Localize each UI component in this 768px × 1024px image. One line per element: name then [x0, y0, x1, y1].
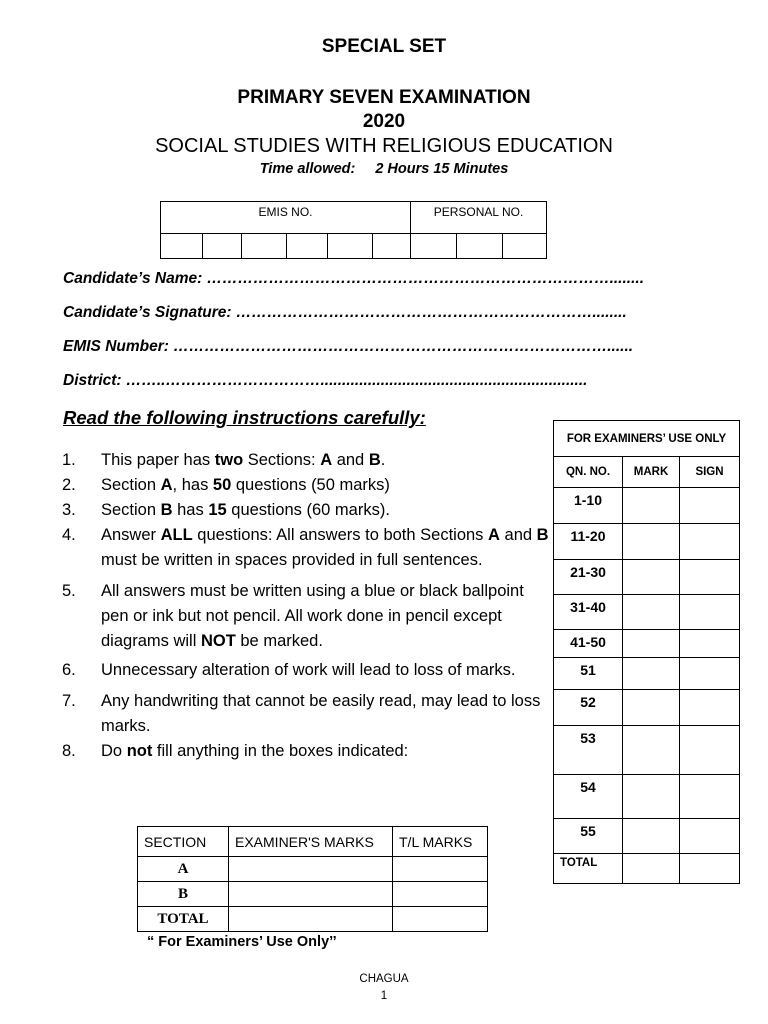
instruction-item	[62, 689, 552, 739]
candidate-name-field[interactable]: Candidate’s Name: ……………………………………………………………………........	[63, 270, 645, 287]
sign-cell[interactable]	[680, 658, 740, 690]
mark-cell[interactable]	[623, 726, 680, 775]
instruction-text: This paper has two Sections: A and B.	[101, 451, 386, 469]
examiners-use-title: FOR EXAMINERS’ USE ONLY	[554, 421, 740, 457]
question-number: 53	[554, 726, 623, 775]
instruction-item	[62, 448, 552, 473]
instructions-list	[62, 448, 552, 764]
exam-year: 2020	[362, 111, 406, 132]
sign-cell[interactable]	[680, 819, 740, 854]
emis-digit-box[interactable]	[373, 234, 411, 259]
personal-digit-box[interactable]	[457, 234, 502, 259]
mark-cell[interactable]	[623, 775, 680, 819]
sign-cell[interactable]	[680, 726, 740, 775]
sign-header: SIGN	[680, 457, 740, 488]
total-label: TOTAL	[554, 854, 623, 884]
qn-no-header: QN. NO.	[554, 457, 623, 488]
total-sign-cell[interactable]	[680, 854, 740, 884]
id-number-table	[160, 201, 547, 259]
examiners-use-table	[553, 420, 740, 884]
instruction-text: Do not fill anything in the boxes indicated:	[101, 742, 409, 760]
mark-header: MARK	[623, 457, 680, 488]
section-marks-table	[137, 826, 488, 932]
instruction-number: 8.	[62, 742, 76, 760]
instruction-item	[62, 523, 552, 573]
emis-digit-box[interactable]	[203, 234, 242, 259]
instruction-number: 1.	[62, 451, 76, 469]
mark-cell[interactable]	[623, 488, 680, 524]
instruction-number: 7.	[62, 692, 76, 710]
instruction-text: Any handwriting that cannot be easily read, may lead to loss marks.	[101, 692, 541, 735]
emis-digit-box[interactable]	[242, 234, 287, 259]
mark-cell[interactable]	[623, 595, 680, 630]
section-b-label: B	[138, 882, 229, 907]
section-total-label: TOTAL	[138, 907, 229, 932]
instruction-number: 3.	[62, 501, 76, 519]
sign-cell[interactable]	[680, 595, 740, 630]
section-a-tl-marks[interactable]	[393, 857, 488, 882]
emis-digit-box[interactable]	[287, 234, 328, 259]
mark-cell[interactable]	[623, 658, 680, 690]
emis-digit-box[interactable]	[161, 234, 203, 259]
section-a-examiner-marks[interactable]	[229, 857, 393, 882]
exam-title: PRIMARY SEVEN EXAMINATION	[237, 87, 531, 108]
personal-digit-box[interactable]	[411, 234, 457, 259]
mark-cell[interactable]	[623, 560, 680, 595]
section-b-tl-marks[interactable]	[393, 882, 488, 907]
time-allowed-label: Time allowed:	[259, 161, 356, 177]
question-range: 21-30	[554, 560, 623, 595]
question-range: 1-10	[554, 488, 623, 524]
examiners-use-note: “ For Examiners’ Use Only’’	[147, 934, 337, 950]
emis-no-header: EMIS NO.	[161, 202, 411, 234]
instruction-item	[62, 579, 552, 654]
examiners-marks-header: EXAMINER'S MARKS	[229, 827, 393, 857]
instruction-text: Section B has 15 questions (60 marks).	[101, 501, 390, 519]
instruction-item	[62, 473, 552, 498]
question-number: 54	[554, 775, 623, 819]
question-number: 51	[554, 658, 623, 690]
personal-digit-box[interactable]	[502, 234, 546, 259]
section-total-examiner-marks[interactable]	[229, 907, 393, 932]
section-a-label: A	[138, 857, 229, 882]
emis-digit-box[interactable]	[328, 234, 373, 259]
instruction-number: 5.	[62, 582, 76, 600]
instruction-text: All answers must be written using a blue or black ballpoint pen or ink but not pencil. All work done in pencil except diagrams will NOT be marked.	[101, 582, 524, 650]
section-total-tl-marks[interactable]	[393, 907, 488, 932]
instruction-number: 4.	[62, 526, 76, 544]
instruction-item	[62, 498, 552, 523]
mark-cell[interactable]	[623, 690, 680, 726]
special-set-heading: SPECIAL SET	[321, 36, 447, 57]
footer-author: CHAGUA	[359, 973, 409, 985]
question-range: 11-20	[554, 524, 623, 560]
sign-cell[interactable]	[680, 488, 740, 524]
time-allowed-value: 2 Hours 15 Minutes	[375, 161, 509, 177]
instruction-number: 2.	[62, 476, 76, 494]
instruction-item	[62, 739, 552, 764]
sign-cell[interactable]	[680, 560, 740, 595]
mark-cell[interactable]	[623, 524, 680, 560]
tl-marks-header: T/L MARKS	[393, 827, 488, 857]
question-range: 31-40	[554, 595, 623, 630]
instruction-text: Answer ALL questions: All answers to both Sections A and B must be written in spaces provided in full sentences.	[101, 526, 549, 569]
instruction-item	[62, 658, 552, 683]
section-header: SECTION	[138, 827, 229, 857]
sign-cell[interactable]	[680, 690, 740, 726]
time-allowed	[0, 161, 768, 177]
question-range: 41-50	[554, 630, 623, 658]
emis-number-field[interactable]: EMIS Number: …………………………………………………………………………......	[63, 338, 634, 355]
section-b-examiner-marks[interactable]	[229, 882, 393, 907]
mark-cell[interactable]	[623, 819, 680, 854]
instructions-title: Read the following instructions carefully:	[63, 407, 426, 428]
district-field[interactable]: District: ……..…………………………..............................................................	[63, 372, 588, 389]
subject-title: SOCIAL STUDIES WITH RELIGIOUS EDUCATION	[155, 135, 613, 157]
total-mark-cell[interactable]	[623, 854, 680, 884]
sign-cell[interactable]	[680, 775, 740, 819]
instruction-text: Unnecessary alteration of work will lead to loss of marks.	[101, 661, 516, 679]
personal-no-header: PERSONAL NO.	[411, 202, 547, 234]
mark-cell[interactable]	[623, 630, 680, 658]
question-number: 55	[554, 819, 623, 854]
candidate-signature-field[interactable]: Candidate’s Signature: ……………………………………………………………........	[63, 304, 627, 321]
sign-cell[interactable]	[680, 524, 740, 560]
instruction-text: Section A, has 50 questions (50 marks)	[101, 476, 390, 494]
sign-cell[interactable]	[680, 630, 740, 658]
page-number: 1	[380, 990, 388, 1002]
question-number: 52	[554, 690, 623, 726]
instruction-number: 6.	[62, 661, 76, 679]
